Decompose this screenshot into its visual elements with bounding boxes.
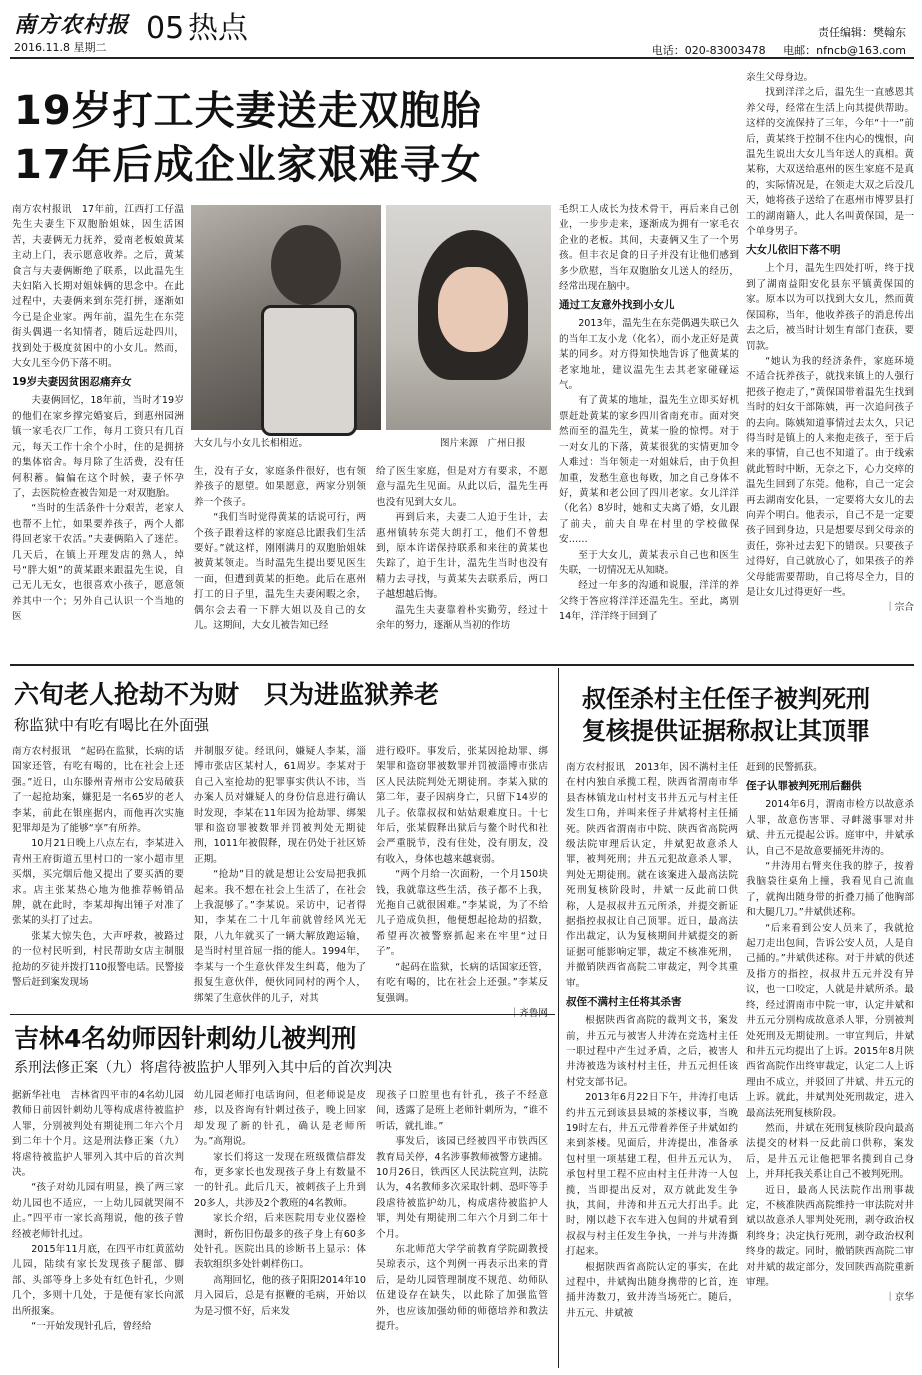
story3-col3 [376, 1088, 548, 1370]
story3-headline: 吉林4名幼师因针刺幼儿被判刑 [14, 1024, 357, 1053]
photo-sisters-phone [191, 205, 381, 430]
story1-col3 [376, 464, 548, 654]
paragraph: 东北师范大学学前教育学院副教授吴琼表示，这个判例一再表示出来的背后，是幼儿园管理制度不规范、幼师队伍建设存在缺失，以此除了加强监管外，也应该加强幼师的师德培养和教法提升。 [376, 1244, 548, 1333]
paragraph: 家长们将这一发现在班级微信群发布，更多家长也发现孩子身上有数量不一的针孔。此后几天，被刺孩子上升到20多人，共涉及2个教班的4名教师。 [194, 1151, 366, 1209]
paragraph: 南方农村报讯 “起码在监狱，长病的话国家还管，有吃有喝的，比在社会上还强。”近日，山东滕州青州市公安局破获了一起抢劫案，嫌犯是一名65岁的老人李某，前此在银座据内，而他再次实施犯罪却是为了能够“享”有所养。 [12, 746, 184, 835]
paragraph: “一开始发现针孔后，曾经给 [31, 1321, 152, 1333]
story4-col1 [566, 760, 738, 1372]
paragraph: 幼儿园老师打电话询问，但老师说是皮疹，以及咨询有针刺过孩子，晚上回家却发现了新的针孔，确认是老师所为。”高翔说。 [194, 1090, 366, 1148]
paragraph: 上个月，温先生四处打听，终于找到了湖南益阳安化县东平镇黄保国的家。原本以为可以找到大女儿，然而黄保国称，当年，他收养孩子的消息传出去之后，被当时计划生育部门查获，要罚款。 [746, 263, 914, 352]
paragraph: 生，没有子女，家庭条件很好，也有领养孩子的愿望。如果愿意，两家分别领养一个孩子。 [194, 466, 366, 508]
masthead-rule [10, 57, 914, 59]
paragraph: “她认为我的经济条件，家庭环境不适合抚养孩子，就找来镇上的人强行把孩子抱走了，”黄保国带着温先生找到当时的妇女干部陈姨，再一次追问孩子的去向。陈姨知道事情过去太久，只记得当时是镇上的人来抱走孩子，至于后来的事情，自己也不知道了。由于线索就此暂时中断，无奈之下，心力交瘁的温先生回到了东莞。他称，自己一定会再去湖南安化县，一定要将大女儿的去向弄个明白。他表示，自己不是一定要孩子回到身边，只是想要尽到父母亲的责任，弥补过去犯下的错误。只要孩子过得好，自己就放心了，如果孩子的养父母能需要帮助，自己将尽全力，目的是让女儿过得更好一些。 [746, 355, 914, 598]
story1-col4 [559, 202, 739, 654]
photo-face-shape [438, 267, 508, 352]
page-number: 05 [146, 11, 185, 46]
paragraph: 南方农村报讯 17年前，江西打工仔温先生夫妻生下双胞胎姐妹，因生活困苦，夫妻俩无力抚养，爱南老板娘黄某主动上门，表示愿意收养。之后，黄某食言与夫妻俩断绝了联系，以此温先生夫妇陷入长期对姐妹俩的思念中。在此过程中，夫妻俩来到东莞打拼，逐渐如今已是企业家。两年前，温先生在东莞街头偶遇一名知情者，随后远赴四川，找到处于极度贫困中的小女儿。然而，大女儿至今仍下落不明。 [12, 204, 184, 370]
subheading: 侄子认罪被判死刑后翻供 [746, 780, 862, 793]
paragraph: “我们当时觉得黄某的话说可行，两个孩子跟着这样的家庭总比跟我们生活要好。”就这样，刚刚满月的双胞胎姐妹被黄某领走。当时温先生提出要见医生一面，但遭到黄某的拒绝。此后在惠州打工的日子里，温先生夫妻闲暇之余，偶尔会去看一下胖大姐以及自己的女儿。这期间，大女儿被告知已经 [194, 512, 366, 632]
story1-col5 [746, 70, 914, 656]
story3-subhead: 系刑法修正案（九）将虐待被监护人罪列入其中后的首次判决 [14, 1060, 392, 1076]
masthead [0, 0, 922, 60]
subheading: 叔侄不满村主任将其杀害 [566, 996, 682, 1009]
column-divider [558, 668, 559, 1368]
story3-col1 [12, 1088, 184, 1370]
paragraph: 赶到的民警抓获。 [746, 762, 823, 773]
paragraph: 根据陕西省高院认定的事实，在此过程中，井斌掏出随身携带的匕首，连捅井涛数刀，致井涛当场死亡。随后，井五元、井斌被 [566, 1261, 738, 1319]
paragraph: 现孩子口腔里也有针孔，孩子不经意间，透露了是班上老师针刺所为，“谁不听话，就扎谁。” [376, 1090, 548, 1132]
story1-headline-2: 17年后成企业家艰难寻女 [14, 142, 482, 188]
paragraph: 然而，井斌在死刑复核阶段向最高法提交的材料一反此前口供称，案发后，是井五元让他把罪名揽到自己身上，并拜托我关系让自己不被判死刑。 [746, 1122, 914, 1181]
section-title: 热点 [188, 11, 248, 46]
paragraph: “井涛用右臂夹住我的脖子，按着我脑袋往桌角上撞，我看见自己流血了，就掏出随身带的折叠刀捅了他胸部和大腿几刀。”井斌供述称。 [746, 861, 914, 919]
story1-headline-1: 19岁打工夫妻送走双胞胎 [14, 88, 482, 134]
paragraph: 10月21日晚上八点左右，李某进入青州王府街道五里村口的一家小超市里买烟，买完烟后他又提出了要买酒的要求。店主张某热心地为他推荐畅销品牌，就在此时，李某却掏出锤子对准了张某的头打了过去。 [12, 838, 184, 927]
paragraph: 事发后，该园已经被四平市铁西区教育局关停，4名涉事教师被警方逮捕。10月26日，铁西区人民法院宣判，法院认为，4名教师多次采取针刺、恐吓等手段虐待被监护幼儿，构成虐待被监护人罪，判处有期徒刑二年六个月到二年十个月。 [376, 1136, 548, 1240]
photo-phone-shape [261, 305, 357, 436]
contact-phone: 电话：020-83003478 [651, 44, 766, 57]
story4-headline-1: 叔侄杀村主任侄子被判死刑 [582, 685, 870, 713]
paragraph: 再到后来，夫妻二人迫于生计，去惠州镇转东莞大朗打工，他们不曾想到，原本许诺保持联系和来往的黄某也失踪了，迫于生计，温先生当时也没有精力去寻找，与黄某失去联系后，两口子越想越后悔。 [376, 512, 548, 601]
story2-headline: 六旬老人抢劫不为财 只为进监狱养老 [14, 680, 440, 709]
contact-email: 电邮：nfncb@163.com [783, 44, 906, 57]
paper-name: 南方农村报 [14, 12, 130, 38]
paragraph: 经过一年多的沟通和说服，洋洋的养父终于答应将洋洋还温先生。至此，离别14年，洋洋终于回到了 [559, 580, 739, 623]
paragraph: 毛织工人成长为技术骨干，再后来自己创业，一步步走来，逐渐成为拥有一家毛衣企业的老板。其间，夫妻俩又生了一个男孩。但丰衣足食的日子并没有让他们感到多少欣慰，当年双胞胎女儿送人的经历，经常出现在脑中。 [559, 204, 739, 293]
paragraph: “后来看到公安人员来了，我就抢起刀走出包间，告诉公安人员，人是自己捅的。”井斌供述称。对于井斌的供述及指方的指控，叔叔井五元并没有异议，也一口咬定，人就是井斌所杀。最终，经过渭南市中院一审，认定井斌和井五元分别构成故意杀人罪，分别被判处死刑及无期徒刑。一审宣判后，井斌和井五元均提出了上诉。2015年8月陕西省高院作出终审裁定，认定二人上诉理由不成立，并驳回了井斌、井五元的上诉。就此，井斌判处死刑裁定，进入最高法死刑复核阶段。 [746, 922, 914, 1119]
byline: ｜宗合 [885, 602, 914, 614]
paragraph: “孩子对幼儿园有明显，换了两三家幼儿园也不适应，一上幼儿园就哭闹不止。”四平市一家长高翔说，他的孩子曾经被老师针扎过。 [12, 1182, 184, 1240]
subheading: 通过工友意外找到小女儿 [559, 299, 675, 312]
story3-col2 [194, 1088, 366, 1370]
photo-person-silhouette [271, 225, 341, 305]
paragraph: 张某大惊失色，大声呼救，被路过的一位村民听到，村民帮助女店主制服抢劫的歹徒并拨打110报警电话。民警接警后赶到案发现场 [12, 930, 184, 989]
paragraph: 2015年11月底，在四平市红黄蓝幼儿园，陆续有家长发现孩子腿部、脚部、头部等身上多处有红色针孔，少则几个，多则十几处，于是便有家长向派出所报案。 [12, 1244, 184, 1317]
divider [10, 1014, 555, 1015]
paragraph: 给了医生家庭，但是对方有要求，不愿意与温先生见面。从此以后，温先生再也没有见到大女儿。 [376, 466, 548, 508]
paragraph: 近日，最高人民法院作出刑事裁定，不核准陕西高院维持一审法院对井斌以故意杀人罪判处死刑，剥夺政治权利终身；决定执行死刑，剥夺政治权利终身的裁定。同时，撤销陕西高院二审对井斌的裁定部分，发回陕西高院重新审理。 [746, 1184, 914, 1288]
photo1-caption: 大女儿与小女儿长相相近。 [194, 438, 309, 449]
paragraph: 2013年，温先生在东莞偶遇失联已久的当年工友小龙（化名），而小龙正好是黄某的同乡。对方得知快地告诉了他黄某的老家地址，建议温先生去其老家碰碰运气。 [559, 318, 739, 392]
story2-col1 [12, 744, 184, 1006]
paragraph: 至于大女儿，黄某表示自己也和医生失联，一切情况无从知晓。 [559, 549, 739, 576]
story2-subhead: 称监狱中有吃有喝比在外面强 [14, 716, 210, 734]
paragraph: 高翔回忆，他的孩子阳阳2014年10月入园后，总是有抠鞭的毛病，开始以为是习惯不好，后来发 [194, 1274, 366, 1317]
photo2-caption: 图片来源 广州日报 [440, 438, 526, 449]
issue-date: 2016.11.8 星期二 [14, 41, 107, 54]
paragraph: 根据陕西省高院的裁判文书，案发前，井五元与被害人井涛在竞选村主任一职过程中产生过矛盾，之后，被害人井涛被选为该村村主任，井五元担任该村党支部书记。 [566, 1015, 738, 1088]
subheading: 大女儿依旧下落不明 [746, 244, 841, 257]
paragraph: 2014年6月，渭南市检方以故意杀人罪，故意伤害罪、寻衅滋事罪对井斌、井五元提起公诉。庭审中，井斌承认，自己不是故意要捅死井涛的。 [746, 799, 914, 857]
editor-credit: 责任编辑：樊翰东 [818, 26, 906, 39]
contact-line [652, 42, 906, 58]
paragraph: 家长介绍，后来医院用专业仪器检测时，新伤旧伤最多的孩子身上有60多处针孔。医院出具的诊断书上显示：体表软组织多处针刺样伤口。 [194, 1213, 366, 1271]
paragraph: “起码在监狱，长病的话国家还管，有吃有喝的，比在社会上还强。”李某反复强调。 [376, 961, 548, 1004]
paragraph: 南方农村报讯 2013年，因不满村主任在村内独自承揽工程，陕西省渭南市华县杏林镇龙山村村支书井五元与村主任发生口角，并叫来侄子井斌将村主任捅死。陕西省渭南市中院、陕西省高院两级法院审理后认定，井斌犯故意杀人罪，被判死刑；井五元犯故意杀人罪，判处无期徒刑。就在该案进入最高法院死刑复核阶段时，井斌一反此前口供称，人是叔叔井五元所杀，并提交新证据指控叔叔让自己顶罪。近日，最高法作出裁定，认为复核期间井斌提交的新证据可能影响定罪，裁定不核准死刑，并撤销陕西省高院二审裁定，判令其重审。 [566, 762, 738, 989]
paragraph: 2013年6月22日下午，井涛打电话约井五元到该县县城的茶楼议事，当晚19时左右，井五元带着养侄子井斌如约来到茶楼。见面后，井涛提出，准备承包村里一项基建工程，但井五元认为，承包村里工程不应由村主任井涛一人包揽，当即提出反对，双方就此发生争执，其间，井涛和井五元大打出手。此时，刚以趁下衣车进入包间的井斌看到叔叔与村主任发生争执，一并与井涛撕打起来。 [566, 1092, 738, 1258]
paragraph: 并制服歹徒。经讯问，嫌疑人李某，淄博市张店区某村人，61周岁。李某对于自己入室抢劫的犯罪事实供认不讳，当办案人员对嫌疑人的身份信息进行确认时发现，李某在11年因为抢劫罪、绑架罪和盗窃罪被数罪并罚被判处无期徒刑，1011年被假释，现在仍处于社区矫正期。 [194, 746, 366, 865]
story4-headline-2: 复核提供证据称叔让其顶罪 [582, 717, 870, 745]
story1-col1 [12, 202, 184, 652]
photo-portrait-girl [386, 205, 551, 430]
paragraph: 找到洋洋之后，温先生一直感恩其养父母，经常在生活上向其提供帮助。这样的交流保持了三年，今年“十一”前后，黄某终于控制不住内心的愧恨，向温先生说出大女儿当年送人的真相。黄某称，大双送给惠州的医生家庭不是真的，实际情况是，在领走大双之后没几天，她将孩子送给了在惠州市博罗县打工的湖南籍人，此人名叫黄保国，是一个单身男子。 [746, 87, 914, 238]
story2-col2 [194, 744, 366, 1006]
byline: ｜京华 [885, 1292, 914, 1304]
paragraph: 亲生父母身边。 [746, 72, 814, 83]
paragraph: 夫妻俩回忆，18年前，当时才19岁的他们在家乡撑完婚宴后，到惠州园洲镇一家毛衣厂工作，每月工资只有几百元，每天工作十余个小时，住的是拥挤的集体宿舍。每月除了生活费，没有任何积蓄。偏偏在这个时候，妻子怀孕了，去医院检查被告知是一对双胞胎。 [12, 395, 184, 499]
paragraph: 有了黄某的地址，温先生立即买好机票赶赴黄某的家乡四川省南充市。面对突然而至的温先生，黄某一脸的惊愕。对于一对女儿的下落，黄某很犹的实情更加令人难过：当年领走一对姐妹后，由于负担加重，发愁生意也每败，加之自己身体不好，黄某和老公回了四川老家。女儿洋洋（化名）8岁时，她和丈夫离了婚，女儿跟了前夫，前夫自卑在村里的学校做保安…… [559, 395, 739, 546]
paragraph: 据新华社电 吉林省四平市的4名幼儿园教师日前因针刺幼儿等构成虐待被监护人罪，分别被判处有期徒刑二年六个月到二年十个月。这是刑法修正案（九）将虐待被监护人罪列入其中后的首次判决。 [12, 1090, 184, 1179]
paragraph: “两个月给一次面粉，一个月150块钱，我就靠这些生活，孩子都不上我，光拖自己就很困难。”李某说，为了不给儿子造成负担，他便想起抢劫的招数，希望再次被警察抓起来在牢里“过日子”。 [376, 869, 548, 958]
story1-col2 [194, 464, 366, 654]
paragraph: 进行殴吓。事发后，张某因抢劫罪、绑架罪和盗窃罪被数罪并罚被淄博市张店区人民法院判处无期徒刑。李某入狱的第二年，妻子因病身亡，只留下14岁的儿子。依靠叔叔和姑姑艰难度日。十七年后，张某假释出狱后与鳌个时代和社会严重脱节，没有住处，没有朋友，没有收入，身体也越来越衰弱。 [376, 746, 548, 865]
story4-col2 [746, 760, 914, 1372]
paragraph: “当时的生活条件十分艰苦，老家人也帮不上忙，如果要养孩子，两个人都得回老家干农活。”夫妻俩陷入了迷茫。几天后，在镇上开理发店的熟人，绰号“胖大姐”的黄某跟来跟温先生说，自己无儿无女，也很喜欢小孩子，愿意领养其中一个；另外自己认识一个当地的医 [12, 503, 184, 623]
paragraph: “抢劫”目的就是想让公安局把我抓起来。我不想在社会上生活了，在社会上我混够了。”李某说。采访中，记者得知，李某在二十几年前就曾经风光无限，八九年就买了一辆大解放跑运输，是当时村里首屈一指的能人。1994年，李某与一个生意伙伴发生纠葛，他为了报复生意伙伴，便伙同同村的两个人，绑架了生意伙伴的儿子，对其 [194, 869, 366, 1004]
story2-col3 [376, 744, 548, 1006]
divider [10, 664, 914, 666]
subheading: 19岁夫妻因贫困忍痛弃女 [12, 376, 132, 389]
paragraph: 温先生夫妻靠着朴实勤劳，经过十余年的努力，逐渐从当初的作坊 [376, 604, 548, 632]
